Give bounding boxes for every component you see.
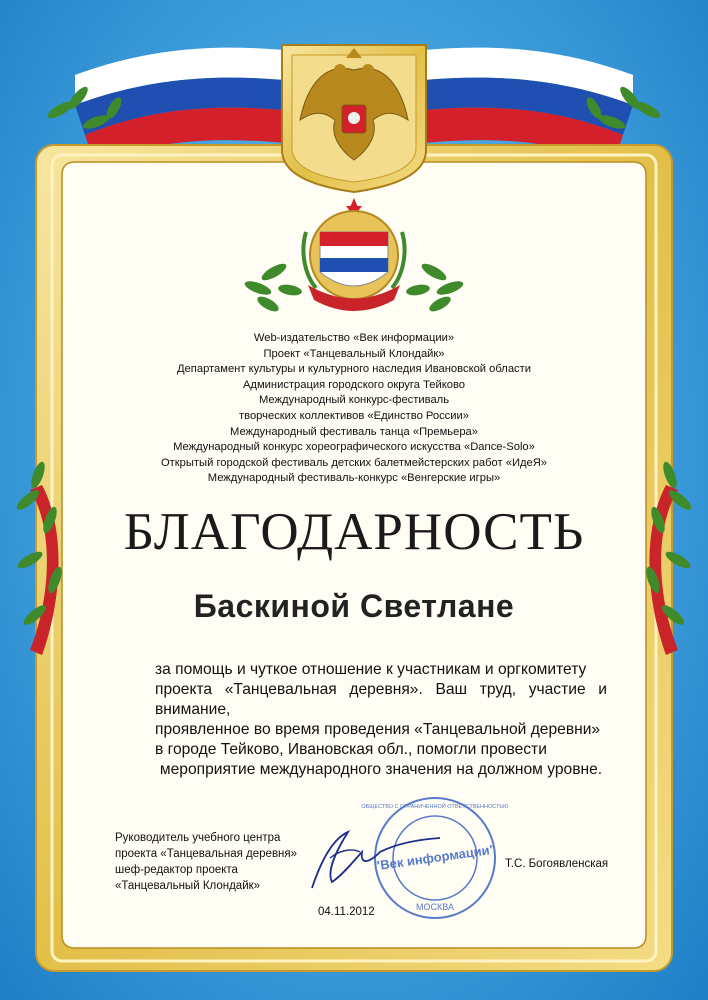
organization-line: Открытый городской фестиваль детских балетмейстерских работ «ИдеЯ»: [160, 456, 548, 469]
signatory-title-line: шеф-редактор проекта: [115, 864, 238, 876]
certificate-title: БЛАГОДАРНОСТЬ: [123, 503, 585, 561]
gratitude-line: проекта «Танцевальная деревня». Ваш труд, участие и внимание,: [155, 681, 607, 718]
organization-line: Международный фестиваль-конкурс «Венгерские игры»: [207, 472, 501, 485]
gratitude-line: проявленное во время проведения «Танцевальной деревни»: [155, 721, 601, 738]
stamp-ring-text: ОБЩЕСТВО С ОГРАНИЧЕННОЙ ОТВЕТСТВЕННОСТЬЮ: [361, 804, 509, 810]
gratitude-line: за помощь и чуткое отношение к участникам и оргкомитету: [155, 661, 587, 678]
organization-line: Проект «Танцевальный Клондайк»: [263, 347, 445, 360]
organization-line: Международный фестиваль танца «Премьера»: [230, 425, 478, 438]
organization-line: Международный конкурс-фестиваль: [258, 394, 450, 407]
recipient-name: Баскиной Светлане: [193, 588, 515, 624]
stamp-center-text: "Век информации": [373, 841, 497, 874]
russian-coat-of-arms: [282, 45, 426, 192]
gratitude-line: в городе Тейково, Ивановская обл., помогли провести: [155, 741, 547, 758]
gratitude-line: мероприятие международного значения на должном уровне.: [159, 761, 603, 778]
issue-date: 04.11.2012: [318, 906, 375, 918]
organization-line: Международный конкурс хореографического искусства «Dance-Solo»: [173, 441, 535, 454]
organization-line: Администрация городского округа Тейково: [242, 378, 466, 391]
gratitude-text: [155, 660, 607, 780]
signatory-title-line: «Танцевальный Клондайк»: [115, 880, 261, 892]
organization-line: творческих коллективов «Единство России»: [239, 409, 469, 422]
organization-line: Департамент культуры и культурного наследия Ивановской области: [176, 363, 532, 376]
signatory-title-line: Руководитель учебного центра: [115, 832, 281, 844]
signatory-title: [115, 830, 297, 894]
stamp-bottom-text: МОСКВА: [416, 902, 454, 912]
organization-line: Web-издательство «Век информации»: [253, 332, 455, 344]
signatory-name: Т.С. Богоявленская: [505, 858, 609, 870]
signatory-title-line: проекта «Танцевальная деревня»: [115, 848, 298, 860]
organizations-list: [0, 331, 708, 487]
